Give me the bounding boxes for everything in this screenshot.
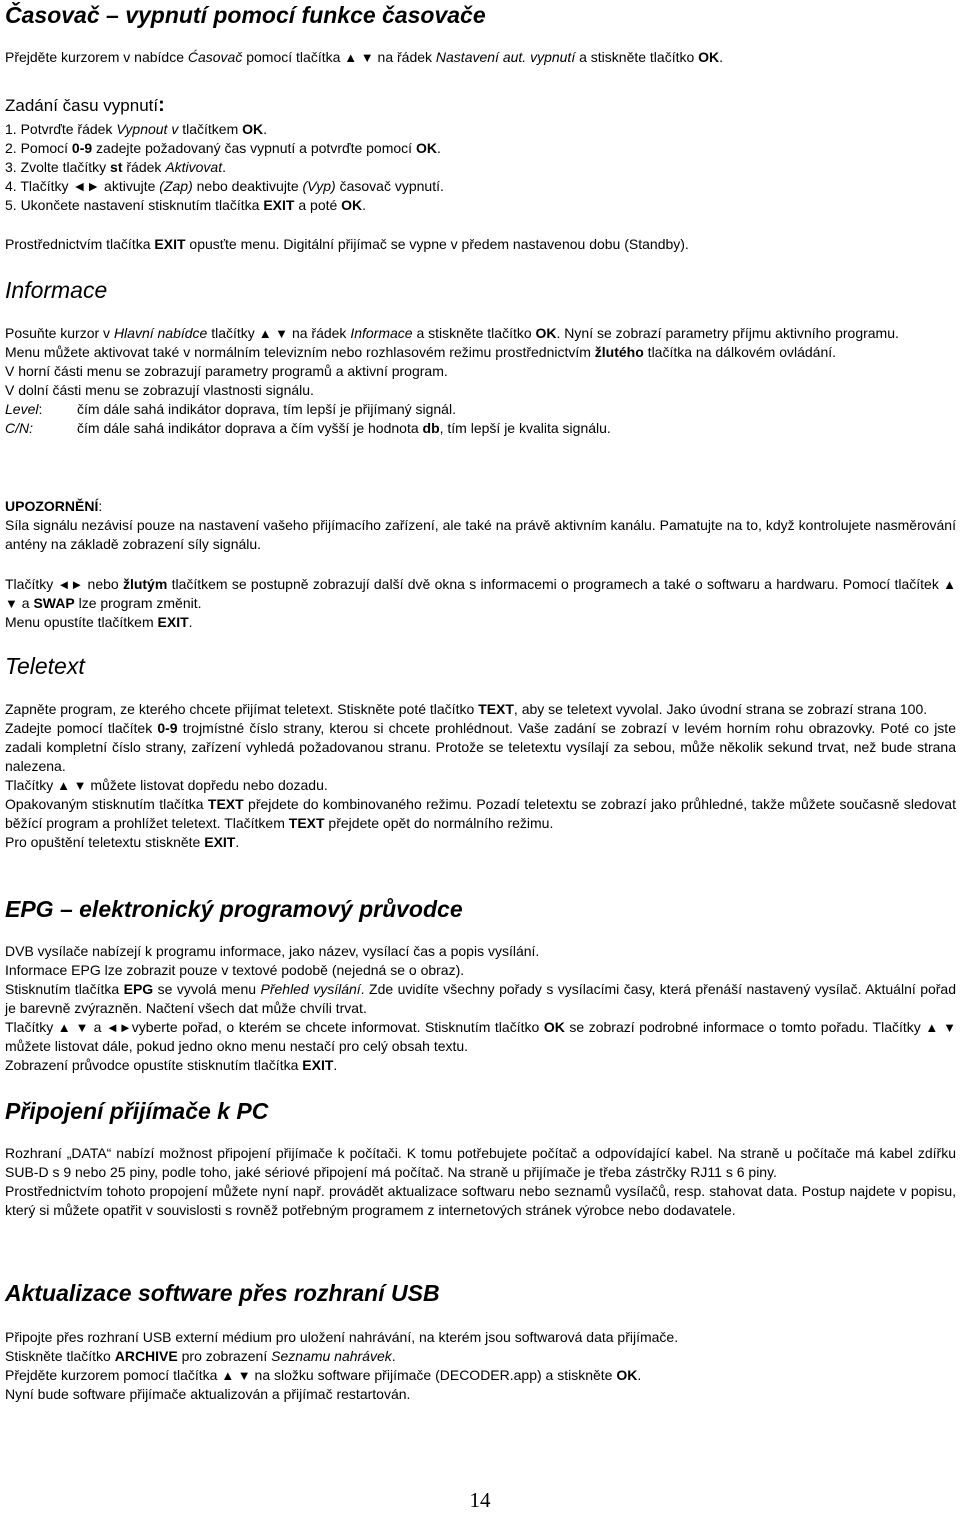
epg-p5: Zobrazení průvodce opustíte stisknutím tlačítka EXIT. xyxy=(5,1057,338,1073)
teletext-p4: Opakovaným stisknutím tlačítka TEXT přejdete do kombinovaného režimu. Pozadí teletextu se zobrazí jako průhledné, takže můžete současně sledovat běžící program a prohlížet teletext. Tlačítkem TEXT přejdete opět do normálního režimu. xyxy=(5,796,956,831)
pc-p2: Prostřednictvím tohoto propojení můžete nyní např. provádět aktualizace softwaru nebo seznamů vysílačů, resp. stahovat data. Postup najdete v popisu, který si můžete opatřit v souvislosti s rovněž potřebným programem z internetových stránek výrobce nebo dodavatele. xyxy=(5,1183,956,1218)
page-number: 14 xyxy=(469,1488,491,1512)
usb-p2: Stiskněte tlačítko ARCHIVE pro zobrazení Seznamu nahrávek. xyxy=(5,1348,396,1364)
warning-title: UPOZORNĚNÍ: xyxy=(5,498,103,514)
section-title-timer: Časovač – vypnutí pomocí funkce časovače xyxy=(5,2,486,28)
info-level-row: Level: čím dále sahá indikátor doprava, tím lepší je přijímaný signál. xyxy=(5,401,456,417)
usb-body xyxy=(5,1328,956,1404)
section-title-epg: EPG – elektronický programový průvodce xyxy=(5,896,463,922)
usb-p4: Nyní bude software přijímače aktualizován a přijímač restartován. xyxy=(5,1386,411,1402)
info-body xyxy=(5,324,956,438)
pc-body xyxy=(5,1144,956,1220)
timer-step-3: 3. Zvolte tlačítky st řádek Aktivovat. xyxy=(5,159,227,175)
section-title-pc: Připojení přijímače k PC xyxy=(5,1098,269,1124)
info-p3: V horní části menu se zobrazují parametry programů a aktivní program. xyxy=(5,363,448,379)
timer-step-2: 2. Pomocí 0-9 zadejte požadovaný čas vypnutí a potvrďte pomocí OK. xyxy=(5,140,441,156)
info-p4: V dolní části menu se zobrazují vlastnosti signálu. xyxy=(5,382,314,398)
info-p2: Menu můžete aktivovat také v normálním televizním nebo rozhlasovém režimu prostřednictvím žlutého tlačítka na dálkovém ovládání. xyxy=(5,344,837,360)
timer-steps xyxy=(5,120,444,215)
warning-text: Síla signálu nezávisí pouze na nastavení vašeho přijímacího zařízení, ale také na právě aktivním kanálu. Pamatujte na to, když kontrolujete nasměrování antény na základě zobrazení síly signálu. xyxy=(5,517,956,552)
pc-p1: Rozhraní „DATA“ nabízí možnost připojení přijímače k počítači. K tomu potřebujete počítač a odpovídající kabel. Na straně u počítače má kabel zdířku SUB-D s 9 nebo 25 piny, podle toho, jaké sériové připojení má počítač. Na straně u přijímače je třeba zástrčky RJ11 s 6 piny. xyxy=(5,1145,956,1180)
section-title-usb: Aktualizace software přes rozhraní USB xyxy=(5,1280,440,1306)
info-p1: Posuňte kurzor v Hlavní nabídce tlačítky ▲ ▼ na řádek Informace a stiskněte tlačítko OK. Nyní se zobrazí parametry příjmu aktivního programu. xyxy=(5,325,899,341)
teletext-p5: Pro opuštění teletextu stiskněte EXIT. xyxy=(5,834,240,850)
section-title-info: Informace xyxy=(5,277,108,303)
section-title-teletext: Teletext xyxy=(5,653,85,679)
usb-p1: Připojte přes rozhraní USB externí médium pro uložení nahrávání, na kterém jsou softwarová data přijímače. xyxy=(5,1329,679,1345)
epg-body xyxy=(5,942,956,1075)
timer-step-5: 5. Ukončete nastavení stisknutím tlačítka EXIT a poté OK. xyxy=(5,197,367,213)
epg-p1: DVB vysílače nabízejí k programu informace, jako název, vysílací čas a popis vysílání. xyxy=(5,943,540,959)
info-warning xyxy=(5,497,956,554)
info-cn-row: C/N: čím dále sahá indikátor doprava a čím vyšší je hodnota db, tím lepší je kvalita signálu. xyxy=(5,420,611,436)
teletext-p3: Tlačítky ▲ ▼ můžete listovat dopředu nebo dozadu. xyxy=(5,777,328,793)
timer-outro: Prostřednictvím tlačítka EXIT opusťte menu. Digitální přijímač se vypne v předem nastavenou dobu (Standby). xyxy=(5,236,689,252)
timer-step-1: 1. Potvrďte řádek Vypnout v tlačítkem OK. xyxy=(5,121,268,137)
epg-p2: Informace EPG lze zobrazit pouze v textové podobě (nejedná se o obraz). xyxy=(5,962,465,978)
info-p6: Menu opustíte tlačítkem EXIT. xyxy=(5,614,193,630)
timer-subtitle: Zadání času vypnutí: xyxy=(5,94,165,116)
timer-intro: Přejděte kurzorem v nabídce Ćasovač pomocí tlačítka ▲ ▼ na řádek Nastavení aut. vypnutí a stiskněte tlačítko OK. xyxy=(5,49,724,65)
teletext-p1: Zapněte program, ze kterého chcete přijímat teletext. Stiskněte poté tlačítko TEXT, aby se teletext vyvolal. Jako úvodní strana se zobrazí strana 100. xyxy=(5,701,928,717)
teletext-p2: Zadejte pomocí tlačítek 0-9 trojmístné číslo strany, kterou si chcete prohlédnout. Vaše zadání se zobrazí v levém horním rohu obrazovky. Poté co jste zadali kompletní číslo strany, zařízení vyhledá požadovanou stranu. Protože se teletextu vysílají za sebou, může několik sekund trvat, než bude strana nalezena. xyxy=(5,720,956,774)
timer-step-4: 4. Tlačítky ◄► aktivujte (Zap) nebo deaktivujte (Vyp) časovač vypnutí. xyxy=(5,178,444,194)
epg-p4: Tlačítky ▲ ▼ a ◄►vyberte pořad, o kterém se chcete informovat. Stisknutím tlačítko OK se zobrazí podrobné informace o tomto pořadu. Tlačítky ▲ ▼ můžete listovat dále, pokud jedno okno menu nestačí pro celý obsah textu. xyxy=(5,1019,957,1054)
epg-p3: Stisknutím tlačítka EPG se vyvolá menu Přehled vysílání. Zde uvidíte všechny pořady s vysílacími časy, která přenáší nastavený vysílač. Aktuální pořad je barevně zvýrazněn. Načtení všech dat může chvíli trvat. xyxy=(5,981,956,1016)
info-p5: Tlačítky ◄► nebo žlutým tlačítkem se postupně zobrazují další dvě okna s informacemi o programech a také o softwaru a hardwaru. Pomocí tlačítek ▲ ▼ a SWAP lze program změnit. xyxy=(5,576,956,611)
usb-p3: Přejděte kurzorem pomocí tlačítka ▲ ▼ na složku software přijímače (DECODER.app) a stiskněte OK. xyxy=(5,1367,642,1383)
info-more xyxy=(5,575,956,632)
teletext-body xyxy=(5,700,956,852)
